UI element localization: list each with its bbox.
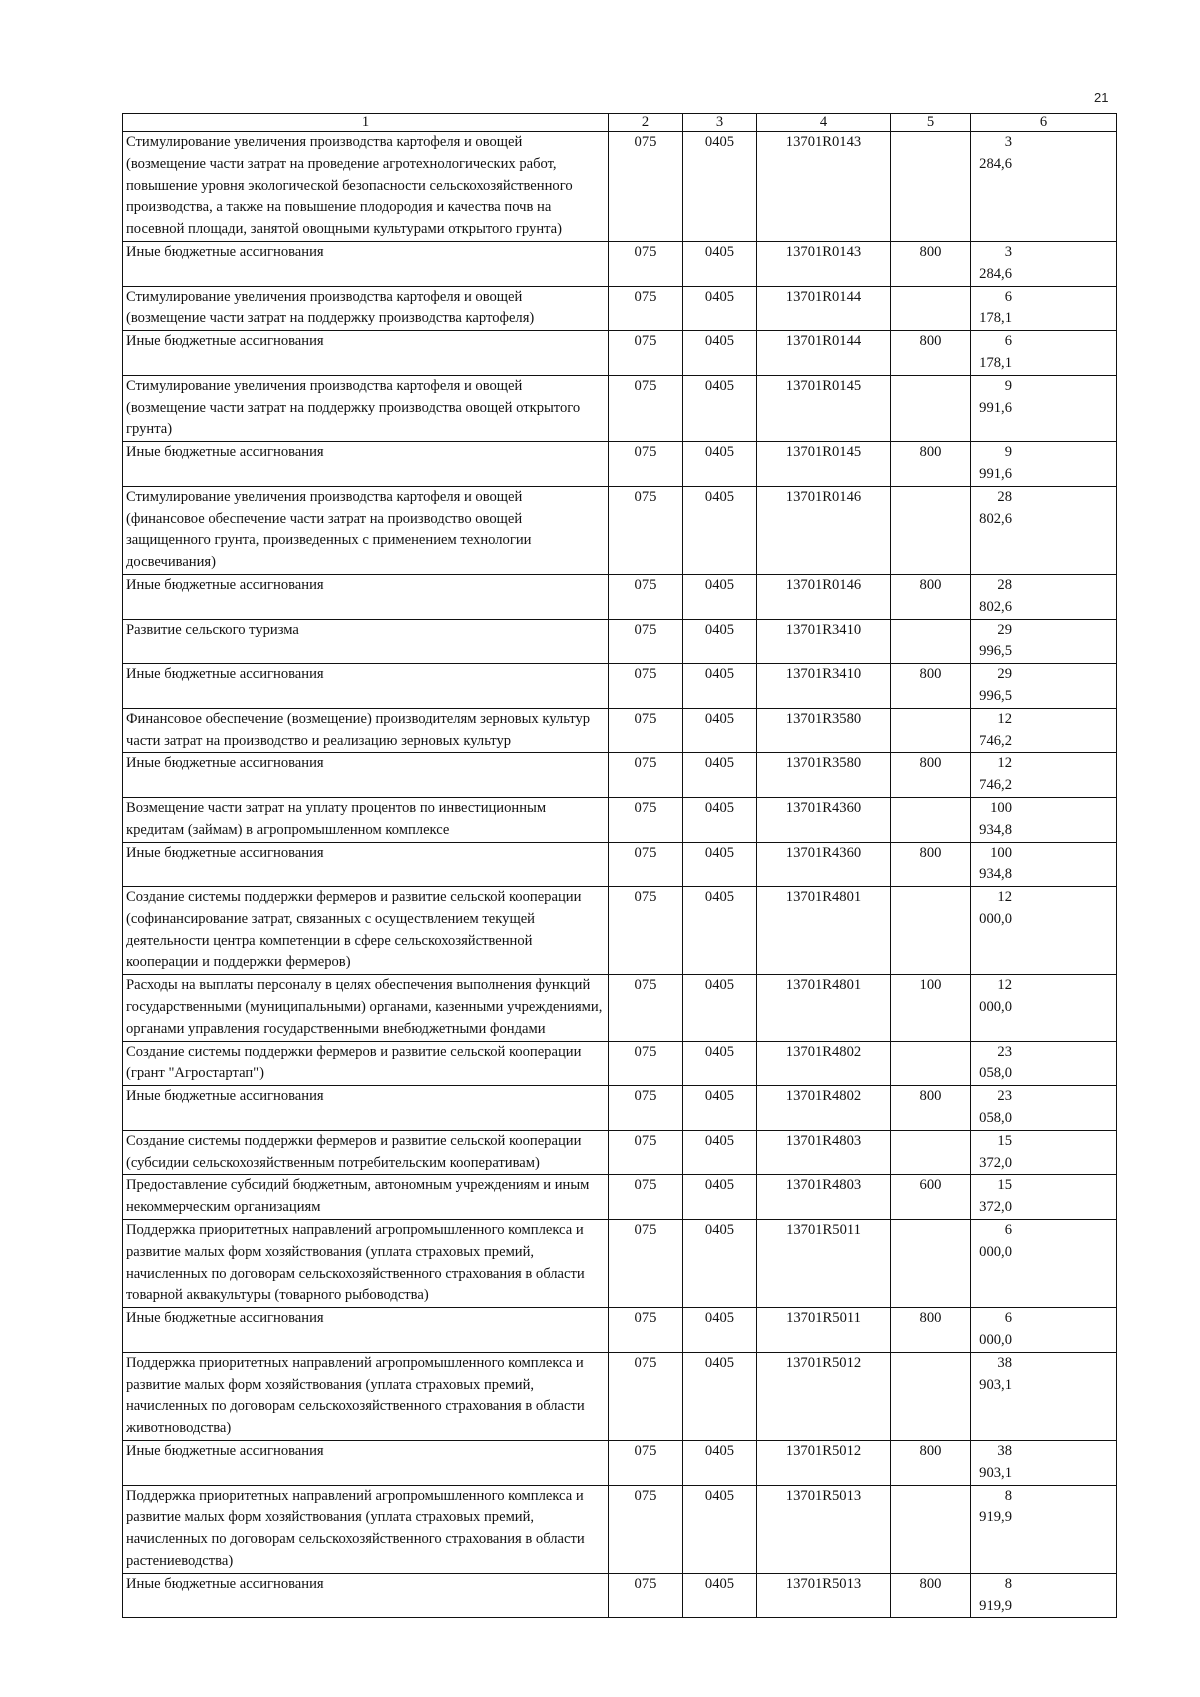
table-row: [123, 486, 1117, 574]
section-code-cell: 0405: [683, 1352, 757, 1440]
item-name-cell: Иные бюджетные ассигнования: [123, 664, 609, 709]
target-article-code-cell: 13701R3580: [757, 708, 891, 753]
amount-cell: 8 919,9: [971, 1485, 1117, 1573]
table-row: [123, 331, 1117, 376]
item-name-cell: Иные бюджетные ассигнования: [123, 442, 609, 487]
amount-cell: 28 802,6: [971, 574, 1117, 619]
target-article-code-cell: 13701R5013: [757, 1573, 891, 1618]
target-article-code-cell: 13701R5012: [757, 1441, 891, 1486]
expense-type-code-cell: [891, 1352, 971, 1440]
table-row: [123, 286, 1117, 331]
expense-type-code-cell: 800: [891, 442, 971, 487]
amount-cell: 3 284,6: [971, 132, 1117, 242]
section-code-cell: 0405: [683, 1041, 757, 1086]
table-row: [123, 1175, 1117, 1220]
expense-type-code-cell: 800: [891, 1086, 971, 1131]
table-row: [123, 708, 1117, 753]
column-header: 5: [891, 114, 971, 132]
item-name-cell: Стимулирование увеличения производства картофеля и овощей (возмещение части затрат на проведение агротехнологических работ, повышение уровня экологической безопасности сельскохозяйственного производства, а также на повышение плодородия и качества почв на посевной площади, занятой овощными культурами открытого грунта): [123, 132, 609, 242]
amount-cell: 15 372,0: [971, 1175, 1117, 1220]
table-row: [123, 1485, 1117, 1573]
expense-type-code-cell: 800: [891, 331, 971, 376]
section-code-cell: 0405: [683, 1485, 757, 1573]
item-name-cell: Иные бюджетные ассигнования: [123, 753, 609, 798]
amount-cell: 38 903,1: [971, 1352, 1117, 1440]
amount-cell: 9 991,6: [971, 375, 1117, 441]
amount-cell: 12 746,2: [971, 753, 1117, 798]
table-row: [123, 442, 1117, 487]
item-name-cell: Создание системы поддержки фермеров и развитие сельской кооперации (грант "Агростартап"): [123, 1041, 609, 1086]
item-name-cell: Иные бюджетные ассигнования: [123, 331, 609, 376]
target-article-code-cell: 13701R4360: [757, 797, 891, 842]
ministry-code-cell: 075: [609, 708, 683, 753]
target-article-code-cell: 13701R4801: [757, 975, 891, 1041]
item-name-cell: Иные бюджетные ассигнования: [123, 574, 609, 619]
item-name-cell: Расходы на выплаты персоналу в целях обеспечения выполнения функций государственными (муниципальными) органами, казенными учреждениями, органами управления государственными внебюджетными фондами: [123, 975, 609, 1041]
expense-type-code-cell: [891, 1130, 971, 1175]
section-code-cell: 0405: [683, 619, 757, 664]
section-code-cell: 0405: [683, 486, 757, 574]
section-code-cell: 0405: [683, 1573, 757, 1618]
amount-cell: 9 991,6: [971, 442, 1117, 487]
table-row: [123, 1041, 1117, 1086]
table-row: [123, 375, 1117, 441]
item-name-cell: Предоставление субсидий бюджетным, автономным учреждениям и иным некоммерческим организациям: [123, 1175, 609, 1220]
table-row: [123, 664, 1117, 709]
target-article-code-cell: 13701R4803: [757, 1130, 891, 1175]
table-row: [123, 241, 1117, 286]
item-name-cell: Поддержка приоритетных направлений агропромышленного комплекса и развитие малых форм хозяйствования (уплата страховых премий, начисленных по договорам сельскохозяйственного страхования в области животноводства): [123, 1352, 609, 1440]
item-name-cell: Стимулирование увеличения производства картофеля и овощей (финансовое обеспечение части затрат на производство овощей защищенного грунта, произведенных с применением технологии досвечивания): [123, 486, 609, 574]
table-row: [123, 1130, 1117, 1175]
section-code-cell: 0405: [683, 132, 757, 242]
expense-type-code-cell: 600: [891, 1175, 971, 1220]
ministry-code-cell: 075: [609, 1220, 683, 1308]
section-code-cell: 0405: [683, 241, 757, 286]
expense-type-code-cell: 800: [891, 1308, 971, 1353]
target-article-code-cell: 13701R0144: [757, 286, 891, 331]
expense-type-code-cell: [891, 286, 971, 331]
section-code-cell: 0405: [683, 1220, 757, 1308]
ministry-code-cell: 075: [609, 619, 683, 664]
amount-cell: 12 000,0: [971, 975, 1117, 1041]
item-name-cell: Иные бюджетные ассигнования: [123, 1308, 609, 1353]
amount-cell: 6 178,1: [971, 331, 1117, 376]
column-header: 1: [123, 114, 609, 132]
page-number: 21: [1094, 90, 1109, 105]
item-name-cell: Возмещение части затрат на уплату процентов по инвестиционным кредитам (займам) в агропромышленном комплексе: [123, 797, 609, 842]
table-row: [123, 1573, 1117, 1618]
expense-type-code-cell: 100: [891, 975, 971, 1041]
target-article-code-cell: 13701R3580: [757, 753, 891, 798]
section-code-cell: 0405: [683, 442, 757, 487]
section-code-cell: 0405: [683, 574, 757, 619]
item-name-cell: Иные бюджетные ассигнования: [123, 842, 609, 887]
budget-table: [122, 113, 1117, 1618]
table-header-row: [123, 114, 1117, 132]
table-row: [123, 132, 1117, 242]
ministry-code-cell: 075: [609, 442, 683, 487]
ministry-code-cell: 075: [609, 331, 683, 376]
section-code-cell: 0405: [683, 753, 757, 798]
target-article-code-cell: 13701R3410: [757, 619, 891, 664]
section-code-cell: 0405: [683, 842, 757, 887]
amount-cell: 29 996,5: [971, 664, 1117, 709]
ministry-code-cell: 075: [609, 1441, 683, 1486]
ministry-code-cell: 075: [609, 486, 683, 574]
expense-type-code-cell: 800: [891, 241, 971, 286]
amount-cell: 23 058,0: [971, 1041, 1117, 1086]
expense-type-code-cell: 800: [891, 664, 971, 709]
section-code-cell: 0405: [683, 331, 757, 376]
item-name-cell: Стимулирование увеличения производства картофеля и овощей (возмещение части затрат на поддержку производства картофеля): [123, 286, 609, 331]
item-name-cell: Иные бюджетные ассигнования: [123, 1441, 609, 1486]
amount-cell: 100 934,8: [971, 797, 1117, 842]
table-row: [123, 1352, 1117, 1440]
table-row: [123, 1441, 1117, 1486]
ministry-code-cell: 075: [609, 1308, 683, 1353]
ministry-code-cell: 075: [609, 375, 683, 441]
expense-type-code-cell: [891, 486, 971, 574]
ministry-code-cell: 075: [609, 1485, 683, 1573]
amount-cell: 6 000,0: [971, 1308, 1117, 1353]
column-header: 2: [609, 114, 683, 132]
section-code-cell: 0405: [683, 975, 757, 1041]
section-code-cell: 0405: [683, 664, 757, 709]
table-row: [123, 842, 1117, 887]
table-row: [123, 1308, 1117, 1353]
item-name-cell: Иные бюджетные ассигнования: [123, 1573, 609, 1618]
column-header: 3: [683, 114, 757, 132]
target-article-code-cell: 13701R4802: [757, 1086, 891, 1131]
target-article-code-cell: 13701R5011: [757, 1308, 891, 1353]
item-name-cell: Развитие сельского туризма: [123, 619, 609, 664]
section-code-cell: 0405: [683, 1441, 757, 1486]
target-article-code-cell: 13701R5012: [757, 1352, 891, 1440]
ministry-code-cell: 075: [609, 842, 683, 887]
expense-type-code-cell: [891, 887, 971, 975]
amount-cell: 12 746,2: [971, 708, 1117, 753]
target-article-code-cell: 13701R3410: [757, 664, 891, 709]
section-code-cell: 0405: [683, 1175, 757, 1220]
section-code-cell: 0405: [683, 286, 757, 331]
target-article-code-cell: 13701R5011: [757, 1220, 891, 1308]
expense-type-code-cell: 800: [891, 753, 971, 798]
amount-cell: 38 903,1: [971, 1441, 1117, 1486]
ministry-code-cell: 075: [609, 1086, 683, 1131]
target-article-code-cell: 13701R4801: [757, 887, 891, 975]
table-row: [123, 753, 1117, 798]
amount-cell: 6 178,1: [971, 286, 1117, 331]
ministry-code-cell: 075: [609, 574, 683, 619]
item-name-cell: Создание системы поддержки фермеров и развитие сельской кооперации (софинансирование затрат, связанных с осуществлением текущей деятельности центра компетенции в сфере сельскохозяйственной кооперации и поддержки фермеров): [123, 887, 609, 975]
table-row: [123, 797, 1117, 842]
ministry-code-cell: 075: [609, 753, 683, 798]
amount-cell: 100 934,8: [971, 842, 1117, 887]
expense-type-code-cell: 800: [891, 842, 971, 887]
target-article-code-cell: 13701R4360: [757, 842, 891, 887]
amount-cell: 28 802,6: [971, 486, 1117, 574]
target-article-code-cell: 13701R0146: [757, 486, 891, 574]
target-article-code-cell: 13701R0145: [757, 375, 891, 441]
target-article-code-cell: 13701R4802: [757, 1041, 891, 1086]
target-article-code-cell: 13701R4803: [757, 1175, 891, 1220]
ministry-code-cell: 075: [609, 887, 683, 975]
section-code-cell: 0405: [683, 375, 757, 441]
amount-cell: 8 919,9: [971, 1573, 1117, 1618]
ministry-code-cell: 075: [609, 1130, 683, 1175]
expense-type-code-cell: 800: [891, 1573, 971, 1618]
table-row: [123, 1220, 1117, 1308]
section-code-cell: 0405: [683, 1308, 757, 1353]
expense-type-code-cell: 800: [891, 1441, 971, 1486]
expense-type-code-cell: [891, 132, 971, 242]
item-name-cell: Создание системы поддержки фермеров и развитие сельской кооперации (субсидии сельскохозяйственным потребительским кооперативам): [123, 1130, 609, 1175]
expense-type-code-cell: [891, 1041, 971, 1086]
target-article-code-cell: 13701R5013: [757, 1485, 891, 1573]
ministry-code-cell: 075: [609, 241, 683, 286]
item-name-cell: Финансовое обеспечение (возмещение) производителям зерновых культур части затрат на производство и реализацию зерновых культур: [123, 708, 609, 753]
section-code-cell: 0405: [683, 887, 757, 975]
expense-type-code-cell: [891, 375, 971, 441]
item-name-cell: Поддержка приоритетных направлений агропромышленного комплекса и развитие малых форм хозяйствования (уплата страховых премий, начисленных по договорам сельскохозяйственного страхования в области растениеводства): [123, 1485, 609, 1573]
expense-type-code-cell: [891, 797, 971, 842]
column-header: 4: [757, 114, 891, 132]
item-name-cell: Иные бюджетные ассигнования: [123, 241, 609, 286]
expense-type-code-cell: [891, 708, 971, 753]
item-name-cell: Иные бюджетные ассигнования: [123, 1086, 609, 1131]
ministry-code-cell: 075: [609, 975, 683, 1041]
target-article-code-cell: 13701R0145: [757, 442, 891, 487]
item-name-cell: Стимулирование увеличения производства картофеля и овощей (возмещение части затрат на поддержку производства овощей открытого грунта): [123, 375, 609, 441]
amount-cell: 6 000,0: [971, 1220, 1117, 1308]
expense-type-code-cell: [891, 1485, 971, 1573]
target-article-code-cell: 13701R0144: [757, 331, 891, 376]
section-code-cell: 0405: [683, 1086, 757, 1131]
target-article-code-cell: 13701R0143: [757, 241, 891, 286]
section-code-cell: 0405: [683, 708, 757, 753]
expense-type-code-cell: 800: [891, 574, 971, 619]
ministry-code-cell: 075: [609, 797, 683, 842]
item-name-cell: Поддержка приоритетных направлений агропромышленного комплекса и развитие малых форм хозяйствования (уплата страховых премий, начисленных по договорам сельскохозяйственного страхования в области товарной аквакультуры (товарного рыбоводства): [123, 1220, 609, 1308]
expense-type-code-cell: [891, 1220, 971, 1308]
column-header: 6: [971, 114, 1117, 132]
target-article-code-cell: 13701R0143: [757, 132, 891, 242]
section-code-cell: 0405: [683, 1130, 757, 1175]
ministry-code-cell: 075: [609, 1041, 683, 1086]
amount-cell: 29 996,5: [971, 619, 1117, 664]
target-article-code-cell: 13701R0146: [757, 574, 891, 619]
amount-cell: 3 284,6: [971, 241, 1117, 286]
amount-cell: 12 000,0: [971, 887, 1117, 975]
section-code-cell: 0405: [683, 797, 757, 842]
amount-cell: 23 058,0: [971, 1086, 1117, 1131]
ministry-code-cell: 075: [609, 664, 683, 709]
table-row: [123, 619, 1117, 664]
ministry-code-cell: 075: [609, 132, 683, 242]
table-row: [123, 574, 1117, 619]
ministry-code-cell: 075: [609, 286, 683, 331]
table-row: [123, 1086, 1117, 1131]
ministry-code-cell: 075: [609, 1175, 683, 1220]
amount-cell: 15 372,0: [971, 1130, 1117, 1175]
table-row: [123, 887, 1117, 975]
ministry-code-cell: 075: [609, 1352, 683, 1440]
expense-type-code-cell: [891, 619, 971, 664]
ministry-code-cell: 075: [609, 1573, 683, 1618]
table-row: [123, 975, 1117, 1041]
